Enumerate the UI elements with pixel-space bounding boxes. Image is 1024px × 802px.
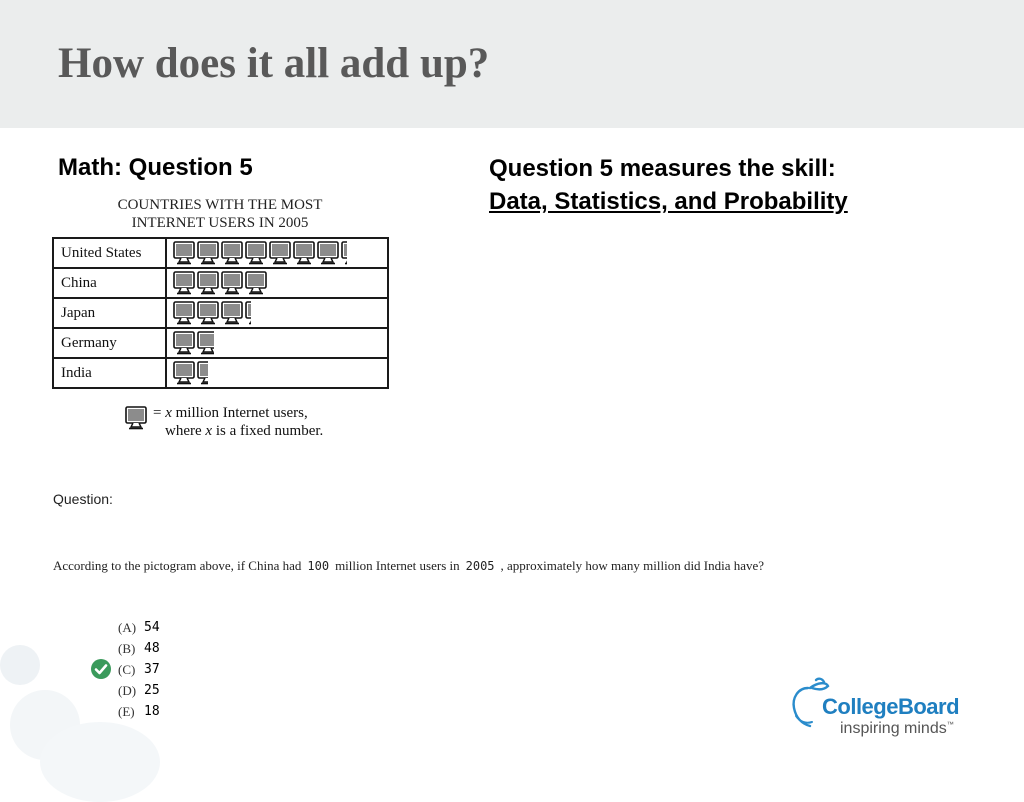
icon-cell (166, 298, 388, 328)
computer-monitor-icon (197, 331, 214, 355)
question-number-heading: Math: Question 5 (58, 154, 253, 181)
computer-monitor-icon (173, 241, 195, 265)
computer-monitor-icon (245, 301, 251, 325)
skill-intro: Question 5 measures the skill: (489, 155, 836, 182)
collegeboard-logo (788, 676, 998, 742)
answer-choices (118, 617, 160, 722)
question-label: Question: (53, 491, 113, 507)
question-value-year: 2005 (465, 559, 495, 573)
country-label: China (53, 268, 166, 298)
country-label: India (53, 358, 166, 388)
computer-monitor-icon (173, 301, 195, 325)
skill-description (489, 152, 848, 218)
slide-title: How does it all add up? (58, 40, 490, 87)
pictogram-row (53, 328, 388, 358)
icon-cell (166, 268, 388, 298)
computer-monitor-icon (197, 301, 219, 325)
computer-monitor-icon (293, 241, 315, 265)
computer-monitor-icon (173, 331, 195, 355)
question-value-users: 100 (307, 559, 330, 573)
pictogram-title (52, 196, 388, 232)
computer-monitor-icon (221, 241, 243, 265)
computer-monitor-icon (173, 361, 195, 385)
correct-check-icon (91, 659, 111, 679)
computer-monitor-icon (197, 241, 219, 265)
computer-monitor-icon (125, 406, 147, 430)
computer-monitor-icon (269, 241, 291, 265)
country-label: Germany (53, 328, 166, 358)
computer-monitor-icon (125, 404, 153, 435)
decorative-circle (0, 645, 40, 685)
answer-choice-a[interactable]: (A) 54 (118, 619, 160, 635)
decorative-circle (40, 722, 160, 802)
computer-monitor-icon (245, 241, 267, 265)
pictogram-key (125, 404, 323, 440)
answer-choice-b[interactable]: (B) 48 (118, 640, 160, 656)
icon-cell (166, 358, 388, 388)
answer-choice-d[interactable]: (D) 25 (118, 682, 160, 698)
computer-monitor-icon (197, 361, 208, 385)
computer-monitor-icon (245, 271, 267, 295)
computer-monitor-icon (221, 301, 243, 325)
country-label: Japan (53, 298, 166, 328)
pictogram-row (53, 268, 388, 298)
icon-cell (166, 328, 388, 358)
computer-monitor-icon (317, 241, 339, 265)
pictogram-row (53, 238, 388, 268)
logo-tagline: inspiring minds™ (840, 720, 954, 737)
skill-name: Data, Statistics, and Probability (489, 188, 848, 215)
computer-monitor-icon (341, 241, 347, 265)
country-label: United States (53, 238, 166, 268)
pictogram-row (53, 358, 388, 388)
pictogram-title-line2: INTERNET USERS IN 2005 (131, 215, 309, 231)
pictogram-row (53, 298, 388, 328)
key-text: = x million Internet users, where x is a fixed number. (153, 405, 324, 439)
pictogram-title-line1: COUNTRIES WITH THE MOST (117, 197, 323, 213)
computer-monitor-icon (173, 271, 195, 295)
computer-monitor-icon (197, 271, 219, 295)
icon-cell (166, 238, 388, 268)
pictogram-table (52, 237, 389, 389)
computer-monitor-icon (221, 271, 243, 295)
logo-brand: CollegeBoard (822, 694, 960, 719)
answer-choice-e[interactable]: (E) 18 (118, 703, 160, 719)
answer-choice-c[interactable]: (C) 37 (118, 659, 160, 680)
question-text: According to the pictogram above, if China had 100 million Internet users in 2005 , approximately how many million did India have? (53, 558, 765, 573)
